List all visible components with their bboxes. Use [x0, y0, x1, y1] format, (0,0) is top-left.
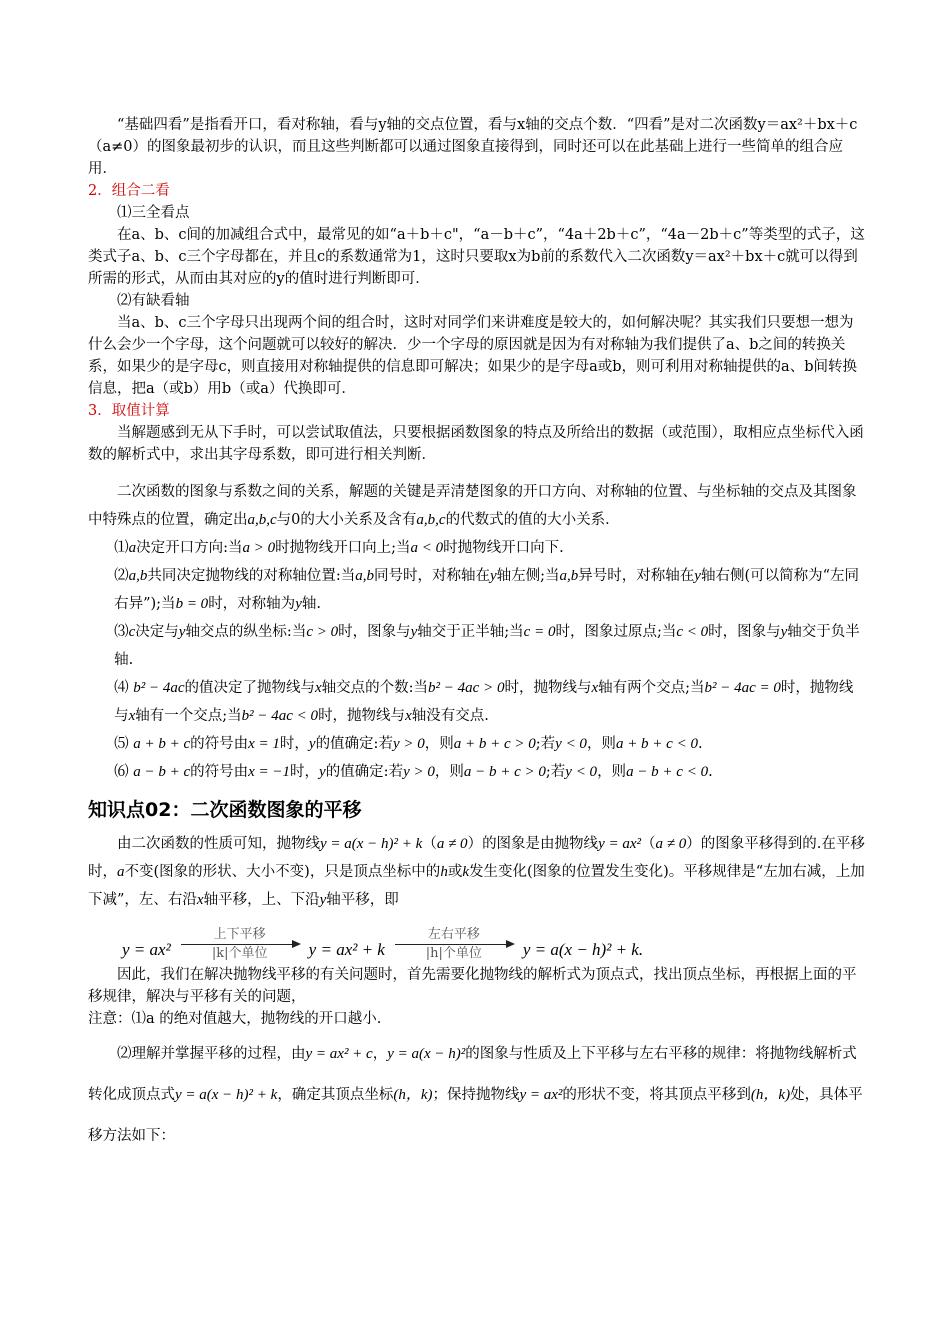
intro-paragraph: “基础四看”是指看开口，看对称轴，看与y轴的交点位置，看与x轴的交点个数．“四看”是对二次函数y＝ax²＋bx＋c（a≠0）的图象最初步的认识，而且这些判断都可以通过图象直接得到，同时还可以在此基础上进行一些简单的组合应用． [88, 117, 858, 177]
shift-diagram [122, 916, 866, 962]
section-3-heading: 3．取值计算 [88, 403, 170, 419]
arrow-right-icon [181, 944, 299, 945]
shift-paragraph: 由二次函数的性质可知，抛物线y = a(x − h)² + k（a ≠ 0）的图象是由抛物线y = ax²（a ≠ 0）的图象平移得到的.在平移时，a不变(图象的形状、大小不变)，只是顶点坐标中的h或k发生变化(图象的位置发生变化)。平移规律是“左加右减，上加下减”，左、右沿x轴平移，上、下沿y轴平移，即 [88, 836, 865, 908]
horizontal-shift-label: 左右平移 [427, 927, 480, 942]
relation-paragraph: 二次函数的图象与系数之间的关系，解题的关键是弄清楚图象的开口方向、对称轴的位置、与坐标轴的交点及其图象中特殊点的位置，确定出a,b,c与0的大小关系及含有a,b,c的代数式的值的大小关系． [88, 484, 857, 528]
rule-item-2: ⑵a,b共同决定抛物线的对称轴位置:当a,b同号时，对称轴在y轴左侧;当a,b异号时，对称轴在y轴右侧(可以简称为“左同右异”);当b = 0时，对称轴为y轴. [114, 568, 860, 612]
document-page [88, 114, 866, 1157]
rule-item-5: ⑸ a + b + c的符号由x = 1时，y的值确定:若y > 0，则a + b + c > 0;若y < 0，则a + b + c < 0. [114, 736, 703, 752]
arrow-right-icon [395, 944, 513, 945]
section-3-body: 当解题感到无从下手时，可以尝试取值法，只要根据函数图象的特点及所给出的数据（或范围），取相应点坐标代入函数的解析式中，求出其字母系数，即可进行相关判断． [88, 425, 864, 463]
subsection-2-2-heading: ⑵有缺看轴 [117, 293, 190, 309]
rule-item-6: ⑹ a − b + c的符号由x = −1时，y的值确定:若y > 0，则a − b + c > 0;若y < 0，则a − b + c < 0. [114, 764, 713, 780]
formula-base: y = ax² [122, 940, 171, 959]
subsection-2-1-body: 在a、b、c间的加减组合式中，最常见的如“a＋b＋c"，“a－b＋c”，“4a＋2b＋c”，“4a－2b＋c”等类型的式子，这类式子a、b、c三个字母都在，并且c的系数通常为1，这时只要取x为b前的系数代入二次函数y＝ax²＋bx＋c就可以得到所需的形式，从而由其对应的y的值时进行判断即可． [88, 227, 865, 287]
note-2: ⑵理解并掌握平移的过程，由y = ax² + c，y = a(x − h)²的图象与性质及上下平移与左右平移的规律：将抛物线解析式转化成顶点式y = a(x − h)² + k，确定其顶点坐标(h，k)；保持抛物线y = ax²的形状不变，将其顶点平移到(h，k)处，具体平移方法如下： [88, 1046, 863, 1144]
horizontal-shift-arrow [395, 927, 513, 962]
formula-vertical: y = ax² + k [308, 940, 385, 959]
horizontal-shift-units: |h|个单位 [425, 946, 482, 961]
section-2-heading: 2．组合二看 [88, 183, 170, 199]
note-1: 注意：⑴a 的绝对值越大，抛物线的开口越小. [88, 1011, 382, 1027]
formula-vertex: y = a(x − h)² + k. [522, 940, 644, 959]
rule-item-1: ⑴a决定开口方向:当a > 0时抛物线开口向上;当a < 0时抛物线开口向下. [114, 540, 564, 556]
vertical-shift-label: 上下平移 [213, 927, 266, 942]
subsection-2-2-body: 当a、b、c三个字母只出现两个间的组合时，这时对同学们来讲难度是较大的，如何解决呢？其实我们只要想一想为什么会少一个字母，这个问题就可以较好的解决．少一个字母的原因就是因为有对称轴为我们提供了a、b之间的转换关系，如果少的是字母c，则直接用对称轴提供的信息即可解决；如果少的是字母a或b，则可利用对称轴提供的a、b间转换信息，把a（或b）用b（或a）代换即可． [88, 315, 857, 397]
therefore-paragraph: 因此，我们在解决抛物线平移的有关问题时，首先需要化抛物线的解析式为顶点式，找出顶点坐标，再根据上面的平移规律，解决与平移有关的问题， [88, 967, 857, 1005]
subsection-2-1-heading: ⑴三全看点 [117, 205, 190, 221]
rule-item-4: ⑷ b² − 4ac的值决定了抛物线与x轴交点的个数:当b² − 4ac > 0时，抛物线与x轴有两个交点;当b² − 4ac = 0时，抛物线与x轴有一个交点;当b² − 4ac < 0时，抛物线与x轴没有交点. [114, 680, 854, 724]
vertical-shift-arrow [181, 927, 299, 962]
rule-item-3: ⑶c决定与y轴交点的纵坐标:当c > 0时，图象与y轴交于正半轴;当c = 0时，图象过原点;当c < 0时，图象与y轴交于负半轴. [114, 624, 860, 668]
knowledge-point-02-heading: 知识点02：二次函数图象的平移 [88, 799, 362, 821]
vertical-shift-units: |k|个单位 [211, 946, 268, 961]
